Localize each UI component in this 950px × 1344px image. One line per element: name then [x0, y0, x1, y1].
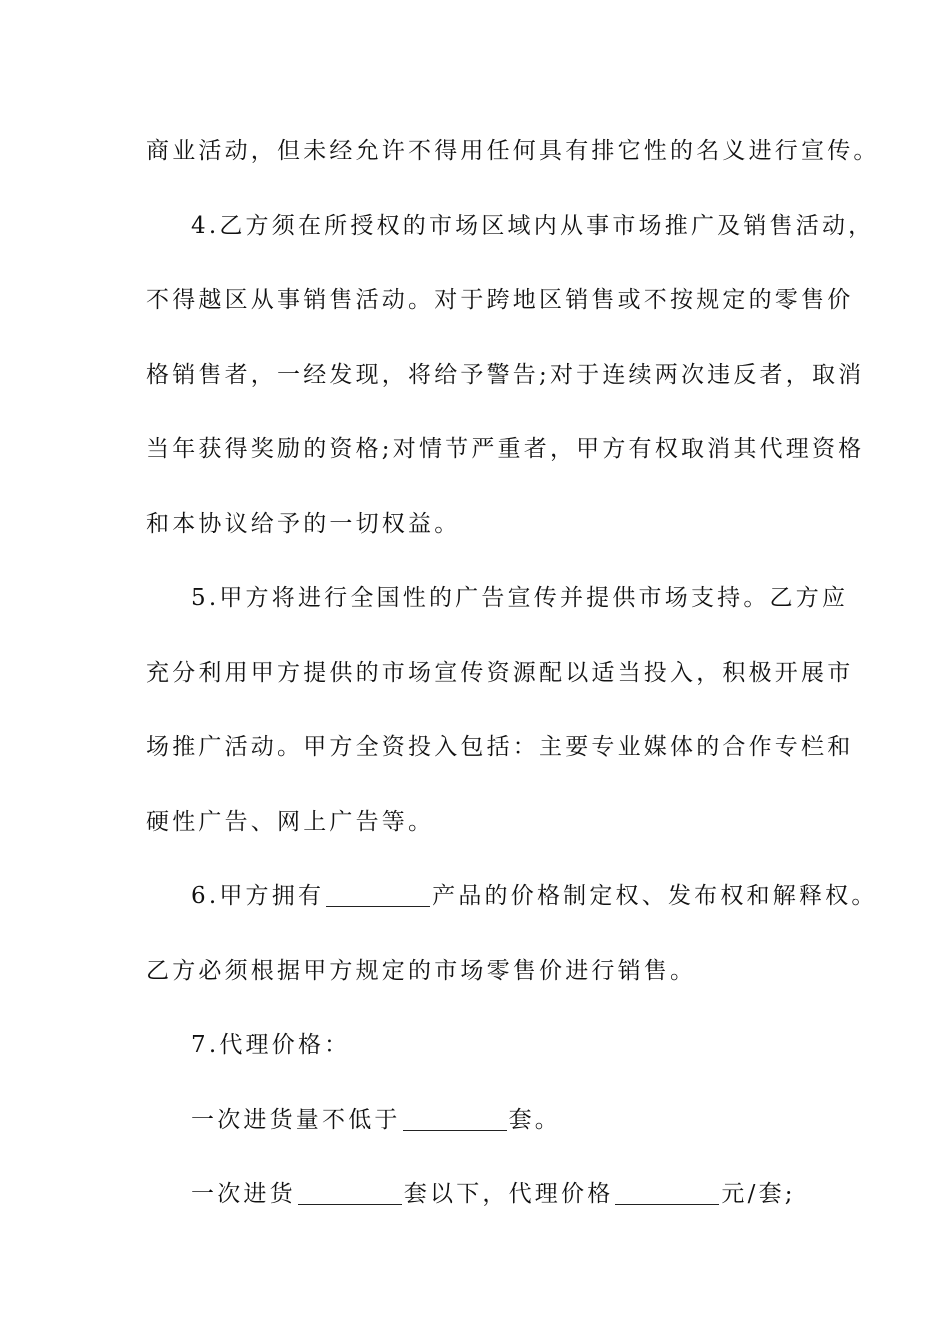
clause-4-line: 4.乙方须在所授权的市场区域内从事市场推广及销售活动，	[191, 213, 875, 239]
min-order-unit: 套。	[508, 1107, 562, 1133]
price-text-1: 一次进货	[191, 1181, 296, 1207]
order-quantity-blank[interactable]	[298, 1178, 402, 1205]
clause-6-text-after: 产品的价格制定权、发布权和解释权。	[432, 883, 878, 909]
agent-price-blank[interactable]	[615, 1178, 719, 1205]
paragraph-line: 格销售者，一经发现，将给予警告;对于连续两次违反者，取消	[146, 362, 865, 388]
paragraph-line: 当年获得奖励的资格;对情节严重者，甲方有权取消其代理资格	[146, 436, 865, 462]
clause-7-heading: 7.代理价格：	[191, 1032, 351, 1058]
min-order-line	[191, 1100, 561, 1140]
paragraph-line: 乙方必须根据甲方规定的市场零售价进行销售。	[146, 958, 697, 984]
min-order-text: 一次进货量不低于	[191, 1107, 401, 1133]
paragraph-line: 硬性广告、网上广告等。	[146, 809, 435, 835]
clause-5-line: 5.甲方将进行全国性的广告宣传并提供市场支持。乙方应	[191, 585, 849, 611]
agent-price-line	[191, 1174, 796, 1214]
paragraph-line: 不得越区从事销售活动。对于跨地区销售或不按规定的零售价	[146, 287, 854, 313]
paragraph-line: 和本协议给予的一切权益。	[146, 511, 461, 537]
price-text-3: 元/套;	[721, 1181, 796, 1207]
clause-6-line	[191, 876, 878, 916]
price-text-2: 套以下，代理价格	[403, 1181, 614, 1207]
clause-6-text-before: 6.甲方拥有	[191, 883, 325, 909]
product-name-blank[interactable]	[326, 880, 430, 907]
paragraph-line: 充分利用甲方提供的市场宣传资源配以适当投入，积极开展市	[146, 660, 854, 686]
paragraph-line: 商业活动，但未经允许不得用任何具有排它性的名义进行宣传。	[146, 138, 880, 164]
min-order-quantity-blank[interactable]	[403, 1104, 507, 1131]
paragraph-line: 场推广活动。甲方全资投入包括：主要专业媒体的合作专栏和	[146, 734, 854, 760]
